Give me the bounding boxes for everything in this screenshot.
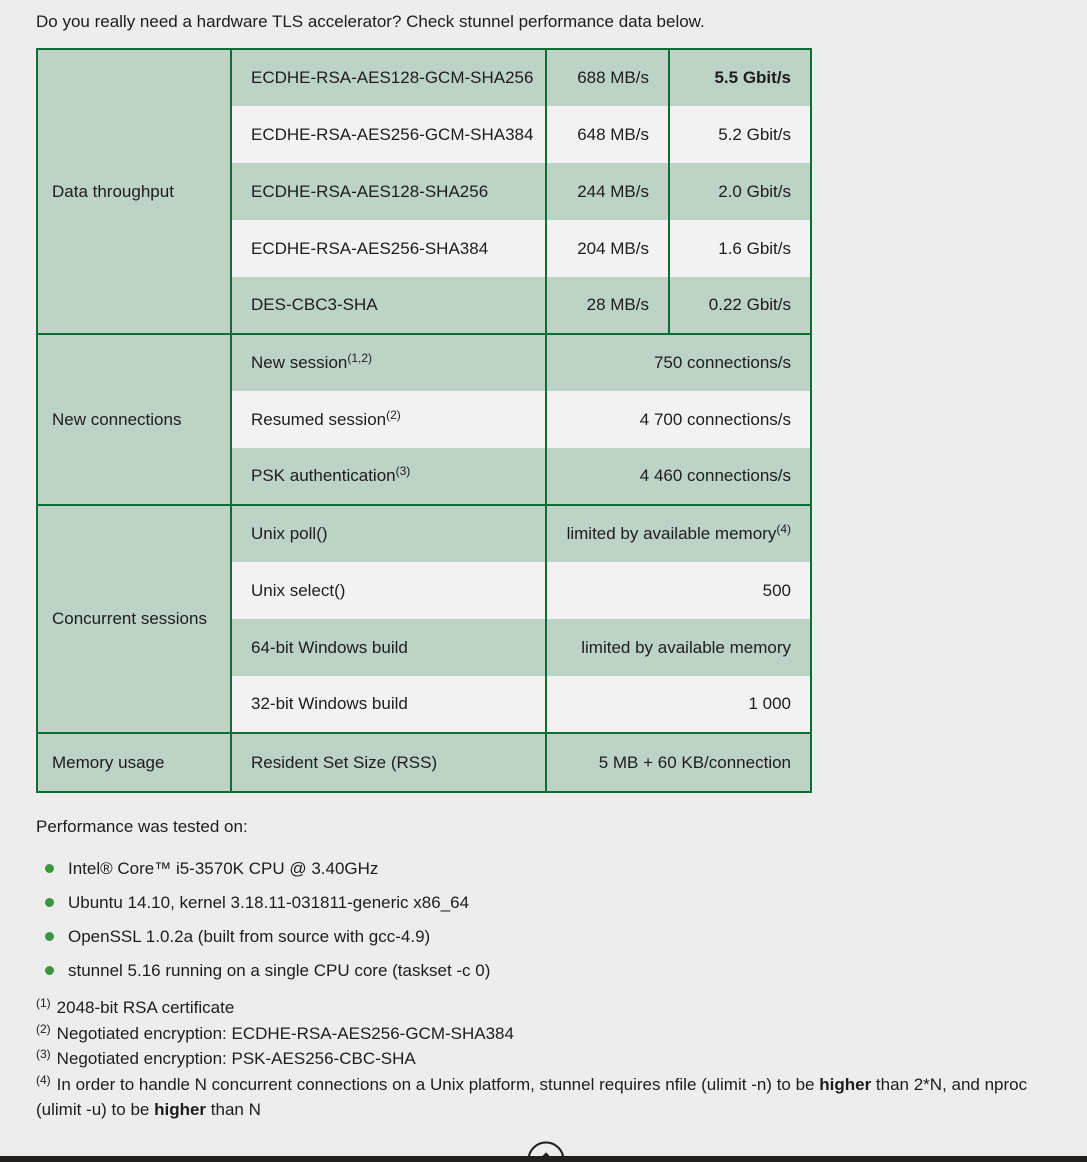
metric-value-cell: 4 460 connections/s: [546, 448, 811, 505]
metric-value-cell: limited by available memory: [546, 619, 811, 676]
intro-text: Do you really need a hardware TLS accelerator? Check stunnel performance data below.: [36, 12, 705, 31]
footnotes: [36, 995, 1057, 1123]
metric-name-cell: Resident Set Size (RSS): [231, 733, 546, 792]
footnote-text: In order to handle N concurrent connections on a Unix platform, stunnel requires nfile (ulimit -n) to be: [56, 1074, 820, 1094]
list-item-text: Ubuntu 14.10, kernel 3.18.11-031811-generic x86_64: [68, 893, 470, 912]
list-item-text: OpenSSL 1.0.2a (built from source with gcc-4.9): [68, 927, 431, 946]
footnote-text: Negotiated encryption: ECDHE-RSA-AES256-GCM-SHA384: [56, 1023, 514, 1043]
table-row: [37, 334, 811, 391]
footnote: [36, 1072, 1057, 1123]
footnote-text: Negotiated encryption: PSK-AES256-CBC-SHA: [56, 1049, 416, 1068]
throughput-gbit-cell: 5.2 Gbit/s: [669, 106, 811, 163]
footnote: [36, 995, 1057, 1021]
throughput-gbit-cell: 1.6 Gbit/s: [669, 220, 811, 277]
metric-value-cell: limited by available memory$^{(4)}$: [546, 505, 811, 562]
cipher-name-cell: ECDHE-RSA-AES256-SHA384: [231, 220, 546, 277]
metric-value-cell: 750 connections/s: [546, 334, 811, 391]
table-row: [37, 733, 811, 792]
list-item: [36, 891, 1087, 914]
footnote-text: than 2*N, and nproc (ulimit -u) to be: [36, 1074, 1028, 1119]
row-label-cell: Data throughput: [37, 49, 231, 334]
row-label-cell: New connections: [37, 334, 231, 505]
metric-name-cell: Unix poll(): [231, 505, 546, 562]
performance-table: [36, 48, 812, 793]
footnote-ref: (1,2): [347, 351, 373, 366]
cipher-name-cell: ECDHE-RSA-AES128-SHA256: [231, 163, 546, 220]
row-label-cell: Concurrent sessions: [37, 505, 231, 733]
metric-name-cell: New session$^{(1,2)}$: [231, 334, 546, 391]
cipher-name-cell: ECDHE-RSA-AES256-GCM-SHA384: [231, 106, 546, 163]
throughput-mb-cell: 204 MB/s: [546, 220, 669, 277]
section-memory-usage: [37, 733, 811, 792]
throughput-mb-cell: 28 MB/s: [546, 277, 669, 334]
footnote-ref: (4): [776, 522, 791, 537]
list-item-text: stunnel 5.16 running on a single CPU core (taskset -c 0): [68, 961, 491, 980]
footnote-marker: (3): [36, 1047, 51, 1062]
table-row: [37, 505, 811, 562]
table-row: [37, 49, 811, 106]
metric-value-cell: 500: [546, 562, 811, 619]
footnote-marker: (1): [36, 996, 51, 1011]
tested-on-heading: Performance was tested on:: [36, 817, 248, 836]
metric-value-cell: 4 700 connections/s: [546, 391, 811, 448]
bullet-icon: [45, 864, 54, 873]
throughput-gbit-cell: 0.22 Gbit/s: [669, 277, 811, 334]
footnote-text: than N: [206, 1100, 261, 1119]
footnote: [36, 1021, 1057, 1047]
list-item: [36, 857, 1087, 880]
footer-bar: [0, 1156, 1087, 1162]
cipher-name-cell: DES-CBC3-SHA: [231, 277, 546, 334]
footnote: [36, 1046, 1057, 1072]
footnote-ref: (2): [386, 407, 401, 422]
list-item: [36, 925, 1087, 948]
row-label-cell: Memory usage: [37, 733, 231, 792]
throughput-gbit-cell: 5.5 Gbit/s: [669, 49, 811, 106]
footnote-marker: (2): [36, 1021, 51, 1036]
metric-name-cell: 64-bit Windows build: [231, 619, 546, 676]
bullet-icon: [45, 898, 54, 907]
test-environment-list: [36, 857, 1087, 982]
throughput-mb-cell: 688 MB/s: [546, 49, 669, 106]
metric-name-cell: Unix select(): [231, 562, 546, 619]
footnote-marker: (4): [36, 1072, 51, 1087]
bullet-icon: [45, 932, 54, 941]
footnote-text-bold: higher: [154, 1100, 207, 1119]
section-concurrent-sessions: [37, 505, 811, 733]
metric-name-cell: 32-bit Windows build: [231, 676, 546, 733]
list-item: [36, 959, 1087, 982]
metric-value-cell: 5 MB + 60 KB/connection: [546, 733, 811, 792]
metric-value-cell: 1 000: [546, 676, 811, 733]
footnote-text: 2048-bit RSA certificate: [56, 998, 235, 1017]
cipher-name-cell: ECDHE-RSA-AES128-GCM-SHA256: [231, 49, 546, 106]
bullet-icon: [45, 966, 54, 975]
footnote-text-bold: higher: [819, 1074, 872, 1094]
section-data-throughput: [37, 49, 811, 334]
footnote-ref: (3): [395, 464, 411, 479]
throughput-mb-cell: 648 MB/s: [546, 106, 669, 163]
throughput-mb-cell: 244 MB/s: [546, 163, 669, 220]
throughput-gbit-cell: 2.0 Gbit/s: [669, 163, 811, 220]
metric-name-cell: PSK authentication$^{(3)}$: [231, 448, 546, 505]
list-item-text: Intel® Core™ i5-3570K CPU @ 3.40GHz: [68, 859, 379, 878]
metric-name-cell: Resumed session$^{(2)}$: [231, 391, 546, 448]
section-new-connections: [37, 334, 811, 505]
